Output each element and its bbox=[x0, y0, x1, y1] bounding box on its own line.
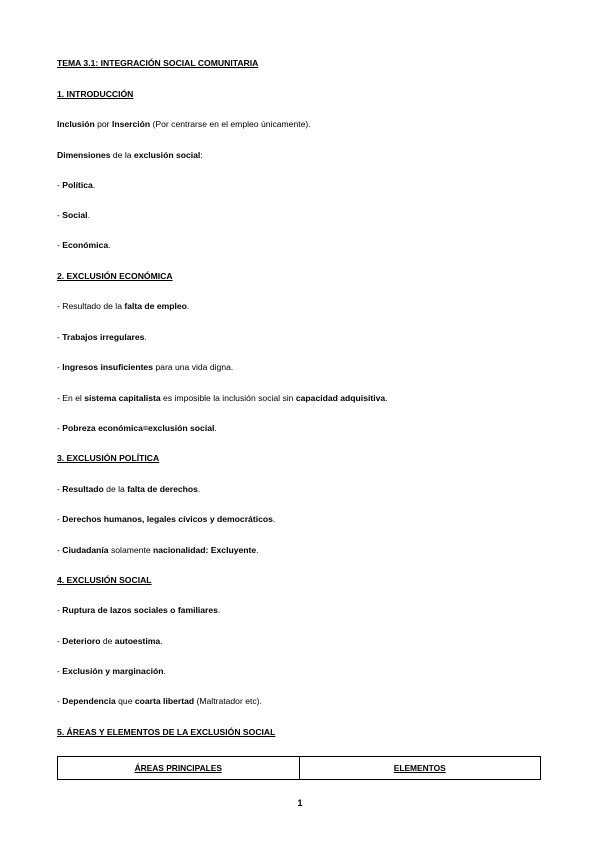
list-item-economica bbox=[57, 240, 111, 251]
table-header-row bbox=[58, 757, 541, 780]
plain-text: . bbox=[186, 301, 190, 311]
bold-text: Ruptura de lazos sociales o familiares bbox=[62, 605, 218, 615]
list-item bbox=[57, 514, 275, 525]
plain-text: - bbox=[57, 605, 63, 615]
paragraph-dimensiones bbox=[57, 150, 203, 161]
heading-exclusion-politica: 3. EXCLUSIÓN POLÍTICA bbox=[57, 453, 160, 463]
bold-text: Pobreza económica=exclusión social bbox=[62, 423, 215, 433]
heading-exclusion-economica: 2. EXCLUSIÓN ECONÓMICA bbox=[57, 271, 173, 281]
page-number: 1 bbox=[297, 798, 303, 808]
bold-text: Política bbox=[62, 180, 93, 190]
list-item bbox=[57, 636, 163, 647]
plain-text: . bbox=[272, 514, 276, 524]
plain-text: - bbox=[57, 545, 63, 555]
bold-text: coarta libertad bbox=[134, 696, 195, 706]
paragraph-inclusion bbox=[57, 119, 311, 130]
plain-text: . bbox=[144, 332, 147, 342]
plain-text: - bbox=[57, 362, 63, 372]
plain-text: - bbox=[57, 180, 63, 190]
bold-text: sistema capitalista bbox=[84, 393, 161, 403]
bold-text: Inclusión bbox=[57, 119, 95, 129]
plain-text: . bbox=[385, 393, 388, 403]
plain-text: de bbox=[100, 636, 115, 646]
plain-text: . bbox=[217, 605, 221, 615]
bold-text: Ciudadanía bbox=[62, 545, 109, 555]
bold-text: Dependencia bbox=[62, 696, 116, 706]
bold-text: Inserción bbox=[111, 119, 151, 129]
plain-text: - bbox=[57, 332, 63, 342]
plain-text: . bbox=[163, 666, 166, 676]
list-item bbox=[57, 696, 262, 707]
plain-text: (Por centrarse en el empleo únicamente). bbox=[150, 119, 311, 129]
plain-text: . bbox=[256, 545, 259, 555]
list-item bbox=[57, 666, 166, 677]
plain-text: . bbox=[197, 484, 201, 494]
plain-text: - bbox=[57, 696, 63, 706]
bold-text: Ingresos insuficientes bbox=[62, 362, 153, 372]
list-item-social bbox=[57, 210, 90, 221]
plain-text: solamente bbox=[108, 545, 154, 555]
list-item bbox=[57, 332, 147, 343]
bold-text: Deterioro bbox=[62, 636, 101, 646]
bold-text: Exclusión y marginación bbox=[62, 666, 164, 676]
plain-text: - bbox=[57, 636, 63, 646]
bold-text: Resultado bbox=[62, 484, 104, 494]
plain-text: . bbox=[160, 636, 163, 646]
table-header-elementos: ELEMENTOS bbox=[299, 757, 541, 780]
bold-text: capacidad adquisitiva bbox=[295, 393, 386, 403]
bold-text: Trabajos irregulares bbox=[62, 332, 145, 342]
bold-text: falta de derechos bbox=[127, 484, 198, 494]
bold-text: falta de empleo bbox=[124, 301, 187, 311]
bold-text: nacionalidad: Excluyente bbox=[153, 545, 257, 555]
plain-text: por bbox=[94, 119, 112, 129]
list-item bbox=[57, 393, 388, 404]
plain-text: de la bbox=[110, 150, 134, 160]
plain-text: - bbox=[57, 423, 63, 433]
bold-text: Dimensiones bbox=[57, 150, 111, 160]
list-item bbox=[57, 605, 220, 616]
heading-exclusion-social: 4. EXCLUSIÓN SOCIAL bbox=[57, 575, 152, 585]
plain-text: para una vida digna. bbox=[153, 362, 234, 372]
plain-text: (Maltratador etc). bbox=[194, 696, 262, 706]
plain-text: : bbox=[200, 150, 203, 160]
plain-text: que bbox=[115, 696, 135, 706]
plain-text: . bbox=[214, 423, 217, 433]
list-item bbox=[57, 545, 259, 556]
plain-text: . bbox=[87, 210, 90, 220]
plain-text: de la bbox=[103, 484, 128, 494]
list-item bbox=[57, 301, 189, 312]
list-item-politica bbox=[57, 180, 95, 191]
areas-table bbox=[57, 756, 541, 780]
table-header-areas: ÁREAS PRINCIPALES bbox=[58, 757, 300, 780]
heading-introduccion: 1. INTRODUCCIÓN bbox=[57, 89, 134, 99]
plain-text: - En el bbox=[57, 393, 85, 403]
plain-text: - bbox=[57, 240, 63, 250]
plain-text: - Resultado de la bbox=[57, 301, 125, 311]
plain-text: - bbox=[57, 210, 63, 220]
list-item bbox=[57, 423, 217, 434]
bold-text: Social bbox=[62, 210, 88, 220]
document-title: TEMA 3.1: INTEGRACIÓN SOCIAL COMUNITARIA bbox=[57, 58, 259, 68]
plain-text: es imposible la inclusión social sin bbox=[160, 393, 296, 403]
plain-text: - bbox=[57, 514, 63, 524]
list-item bbox=[57, 362, 233, 373]
bold-text: Económica bbox=[62, 240, 109, 250]
plain-text: - bbox=[57, 666, 63, 676]
bold-text: exclusión social bbox=[133, 150, 201, 160]
plain-text: - bbox=[57, 484, 63, 494]
plain-text: . bbox=[92, 180, 96, 190]
bold-text: Derechos humanos, legales cívicos y democráticos bbox=[62, 514, 273, 524]
list-item bbox=[57, 484, 200, 495]
plain-text: . bbox=[108, 240, 111, 250]
heading-areas-elementos: 5. ÁREAS Y ELEMENTOS DE LA EXCLUSIÓN SOCIAL bbox=[57, 727, 276, 737]
bold-text: autoestima bbox=[114, 636, 161, 646]
